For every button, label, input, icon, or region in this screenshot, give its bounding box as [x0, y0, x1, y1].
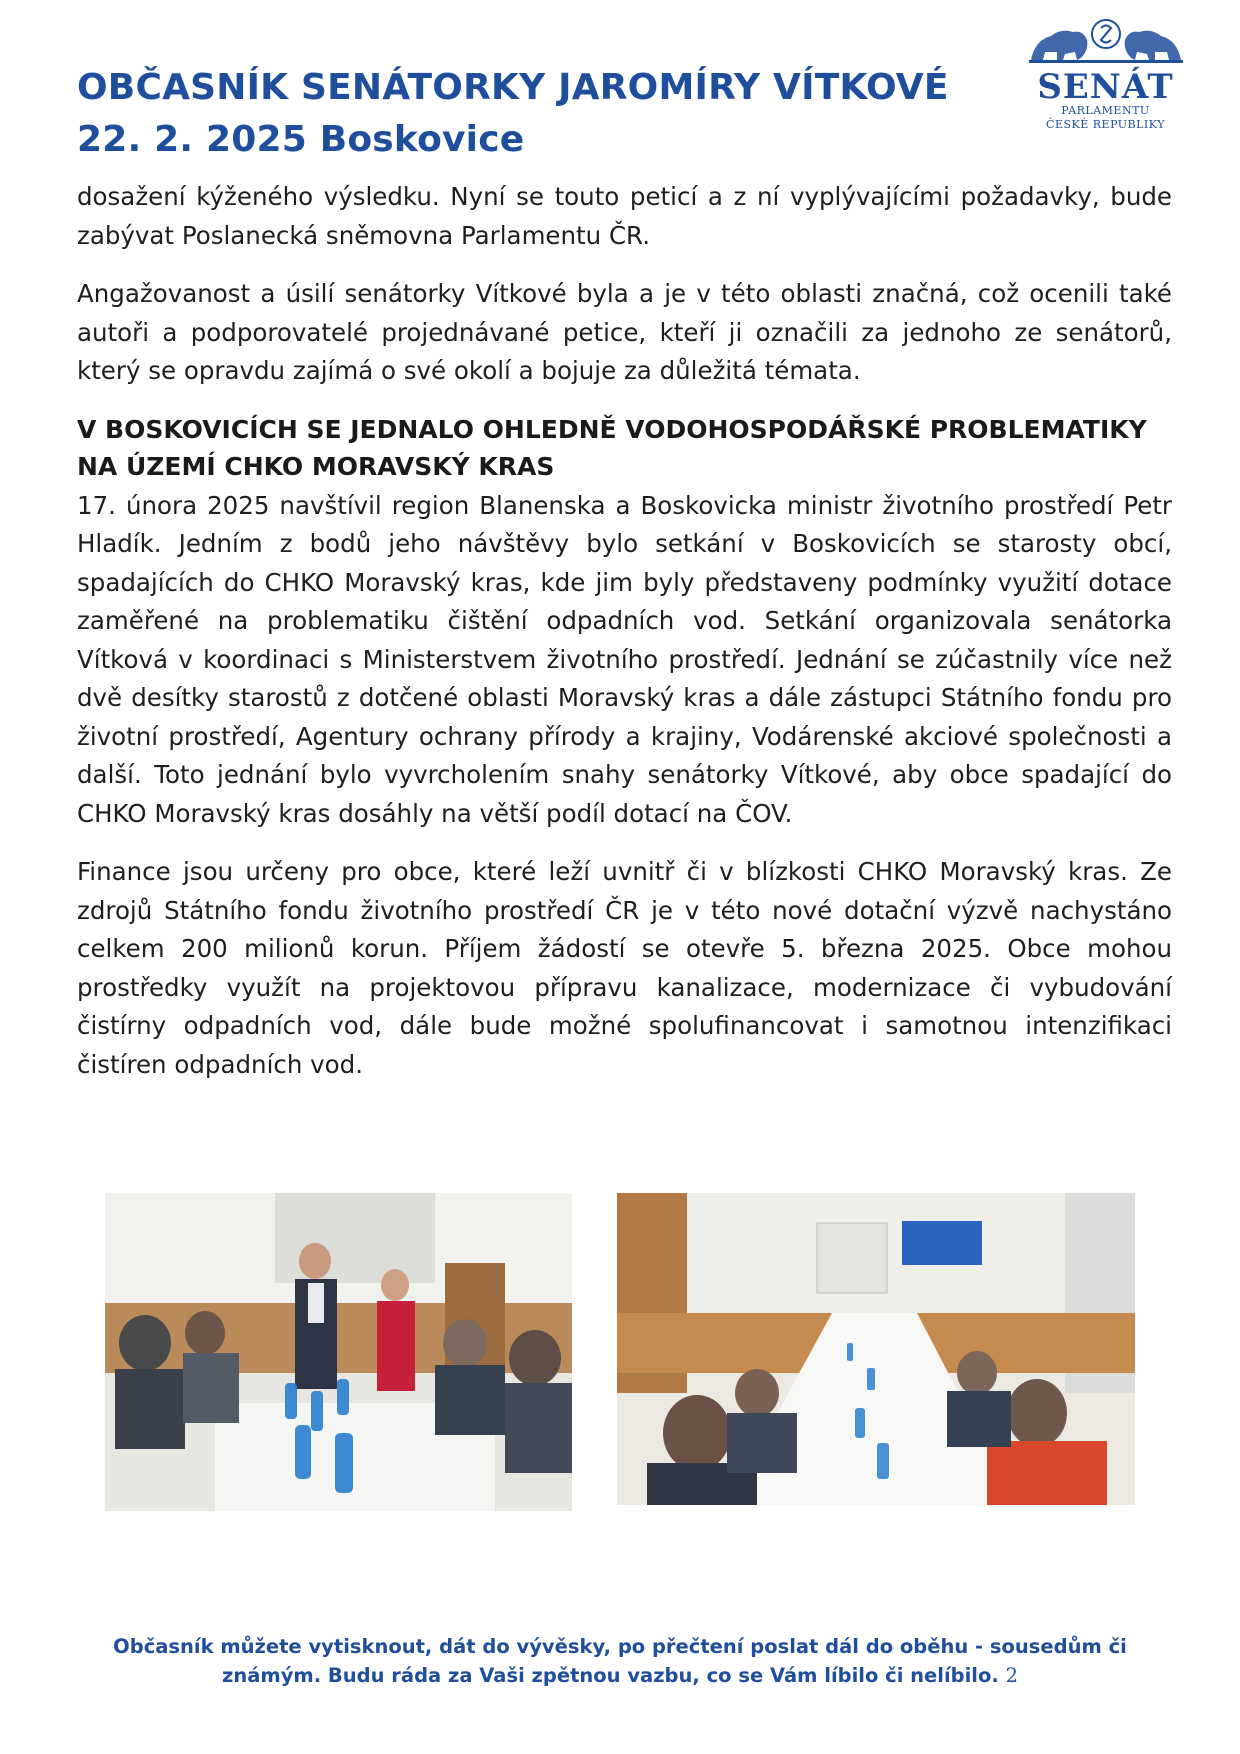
logo-subtitle-1: PARLAMENTU	[1061, 104, 1150, 117]
page-number: 2	[1005, 1664, 1018, 1687]
logo-subtitle-2: ČESKÉ REPUBLIKY	[1046, 118, 1165, 131]
paragraph: 17. února 2025 navštívil region Blanenska a Boskovicka ministr životního prostředí Petr Hladík. Jedním z bodů jeho návštěvy bylo setkání v Boskovicích se starosty obcí, spadajících do CHKO Moravský kras, kde jim byly představeny podmínky využití dotace zaměřené na problematiku čištění odpadních vod. Setkání organizovala senátorka Vítková v koordinaci s Ministerstvem životního prostředí. Jednání se zúčastnily více než dvě desítky starostů z dotčené oblasti Moravský kras a dále zástupci Státního fondu pro životní prostředí, Agentury ochrany přírody a krajiny, Vodárenské akciové společnosti a další. Toto jednání bylo vyvrcholením snahy senátorky Vítkové, aby obce spadající do CHKO Moravský kras dosáhly na větší podíl dotací na ČOV.	[77, 490, 1172, 828]
meeting-photo-speakers	[105, 1193, 572, 1511]
footer-line-2: známým. Budu ráda za Vaši zpětnou vazbu, co se Vám líbilo či nelíbilo.	[221, 1664, 999, 1687]
paragraph: Finance jsou určeny pro obce, které leží uvnitř či v blízkosti CHKO Moravský kras. Ze zdrojů Státního fondu životního prostředí ČR je v této nové dotační výzvě nachystáno celkem 200 milionů korun. Příjem žádostí se otevře 5. března 2025. Obce mohou prostředky využít na projektovou přípravu kanalizace, modernizace či vybudování čistírny odpadních vod, dále bude možné spolufinancovat i samotnou intenzifikaci čistíren odpadních vod.	[77, 857, 1172, 1079]
photo-gallery	[105, 1193, 1135, 1513]
logo-wordmark: SENÁT	[1037, 67, 1174, 107]
meeting-photo-conference-room	[617, 1193, 1135, 1505]
title-line-2: 22. 2. 2025 Boskovice	[77, 119, 525, 160]
senat-logo	[1018, 10, 1193, 145]
article-body	[77, 178, 1172, 1104]
paragraph: dosažení kýženého výsledku. Nyní se touto peticí a z ní vyplývajícími požadavky, bude zabývat Poslanecká sněmovna Parlamentu ČR.	[77, 182, 1172, 250]
title-line-1: OBČASNÍK SENÁTORKY JAROMÍRY VÍTKOVÉ	[77, 67, 949, 108]
paragraph: Angažovanost a úsilí senátorky Vítkové byla a je v této oblasti značná, což ocenili také autoři a podporovatelé projednávané petice, kteří ji označili za jednoho ze senátorů, který se opravdu zajímá o své okolí a bojuje za důležitá témata.	[77, 279, 1172, 385]
section-heading: V BOSKOVICÍCH SE JEDNALO OHLEDNĚ VODOHOSPODÁŘSKÉ PROBLEMATIKY NA ÚZEMÍ CHKO MORAVSKÝ KRAS	[77, 414, 1147, 481]
footer-line-1: Občasník můžete vytisknout, dát do vývěsky, po přečtení poslat dál do oběhu - sousedům či	[113, 1635, 1127, 1658]
newsletter-title	[77, 62, 949, 166]
footer-note	[60, 1632, 1180, 1690]
senat-emblem-icon	[1021, 10, 1191, 66]
